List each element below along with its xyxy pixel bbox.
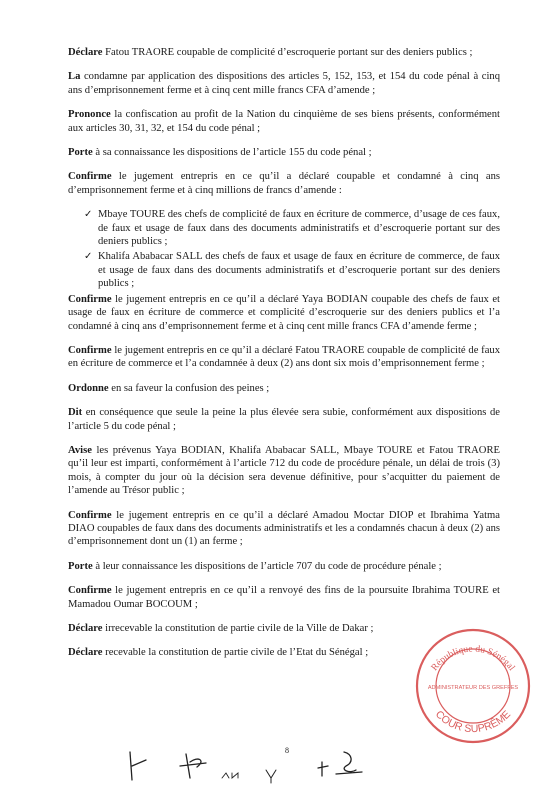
paragraph-5 [68,170,500,197]
stamp-bottom-text: COUR SUPRÊME [432,708,514,736]
initial-mark [336,752,362,774]
initial-mark [132,760,146,766]
document-body [68,46,500,671]
paragraph-10 [68,444,500,498]
paragraph-keyword: Déclare [68,647,103,659]
paragraph-11 [68,509,500,549]
paragraph-text: les prévenus Yaya BODIAN, Khalifa Ababacar SALL, Mbaye TOURE et Fatou TRAORE qu’il leur est imparti, conformément à l’article 712 du code de procédure pénale, un délai de trois (3) mois, à compter du jour où la décision sera devenue définitive, pour s’acquitter du paiement de l’amende au Trésor public ; [68,444,500,497]
paragraph-keyword: Confirme [68,293,112,305]
stamp-top-text: République du Sénégal [429,644,517,673]
paragraph-12 [68,560,500,573]
paragraph-keyword: Prononce [68,109,111,121]
list-item-text: Khalifa Ababacar SALL des chefs de faux et usage de faux en écriture de commerce, de faux et usage de faux dans des documents administratifs et d’escroquerie portant sur des deniers publics ; [98,251,500,290]
paragraph-4 [68,146,500,159]
paragraph-text: recevable la constitution de partie civile de l’Etat du Sénégal ; [102,647,369,659]
paragraph-keyword: Confirme [68,171,112,183]
paragraph-keyword: Confirme [68,509,112,521]
list-item-text: Mbaye TOURE des chefs de complicité de faux en écriture de commerce, d’usage de ces faux, de faux et usage de faux dans des documents administratifs et d’escroquerie portant sur des deniers publics ; [98,209,500,248]
checkmark-icon: ✓ [84,209,93,221]
paragraph-keyword: Dit [68,407,83,419]
paragraph-text: Fatou TRAORE coupable de complicité d’escroquerie portant sur des deniers publics ; [102,47,473,58]
convicted-list [68,208,500,290]
paragraph-8 [68,382,500,395]
paragraph-text: en conséquence que seule la peine la plus élevée sera subie, conformément aux dispositions de l’article 5 du code pénal ; [68,407,500,432]
paragraph-keyword: Confirme [68,344,112,356]
checkmark-icon: ✓ [84,251,93,263]
paragraph-text: en sa faveur la confusion des peines ; [108,382,270,394]
stamp-middle-text: ADMINISTRATEUR DES GREFFES [427,685,519,691]
paragraph-text: condamne par application des dispositions des articles 5, 152, 153, et 154 du code pénal à cinq ans d’emprisonnement ferme et à cinq cent mille francs CFA d’amende ; [68,71,500,96]
paragraph-keyword: Déclare [68,623,103,634]
paragraph-keyword: Porte [68,147,93,159]
initial-mark [266,770,276,783]
paragraph-keyword: Déclare [68,47,103,58]
list-item [68,250,500,290]
paragraph-1 [68,46,500,59]
paragraph-text: la confiscation au profit de la Nation du cinquième de ses biens présents, conformément aux articles 30, 31, 32, et 154 du code pénal ; [68,109,500,134]
paragraph-text: le jugement entrepris en ce qu’il a déclaré Yaya BODIAN coupable des chefs de faux et usage de faux en écriture de commerce et complicité d’escroquerie sur des deniers publics et l’a condamné à cinq ans d’emprisonnement ferme et à cinq cent mille francs CFA d’amende ferme ; [68,293,500,332]
paragraph-3 [68,108,500,135]
paragraph-keyword: Porte [68,560,93,572]
paragraph-keyword: Ordonne [68,382,109,394]
paragraph-7 [68,344,500,371]
handwritten-initials [0,740,558,790]
initial-mark [180,754,206,778]
paragraph-2 [68,70,500,97]
page-number: 8 [285,746,289,755]
court-seal-stamp [410,622,535,747]
paragraph-13 [68,584,500,611]
paragraph-6 [68,293,500,333]
paragraph-9 [68,406,500,433]
paragraph-text: à sa connaissance les dispositions de l’article 155 du code pénal ; [92,147,372,159]
paragraph-text: le jugement entrepris en ce qu’il a déclaré Fatou TRAORE coupable de complicité de faux en écriture de commerce et l’a condamnée à deux (2) ans dont six mois d’emprisonnement ferme ; [68,344,500,370]
paragraph-text: le jugement entrepris en ce qu’il a déclaré coupable et condamné à cinq ans d’emprisonnement ferme et à cinq millions de francs d’amende : [68,171,500,196]
paragraph-text: le jugement entrepris en ce qu’il a renvoyé des fins de la poursuite Ibrahima TOURE et Mamadou Oumar BOCOUM ; [68,585,500,610]
paragraph-keyword: La [68,71,81,83]
initial-mark [222,773,238,778]
paragraph-keyword: Avise [68,444,92,456]
paragraph-text: irrecevable la constitution de partie civile de la Ville de Dakar ; [102,623,374,634]
initial-mark [318,762,328,776]
paragraph-text: à leur connaissance les dispositions de l’article 707 du code de procédure pénale ; [92,560,442,572]
paragraph-text: le jugement entrepris en ce qu’il a déclaré Amadou Moctar DIOP et Ibrahima Yatma DIAO coupables de faux dans des documents administratifs et les a condamnés chacun à deux (2) ans d’emprisonnement dont un (1) an ferme ; [68,509,500,548]
paragraph-keyword: Confirme [68,585,112,597]
list-item [68,208,500,248]
